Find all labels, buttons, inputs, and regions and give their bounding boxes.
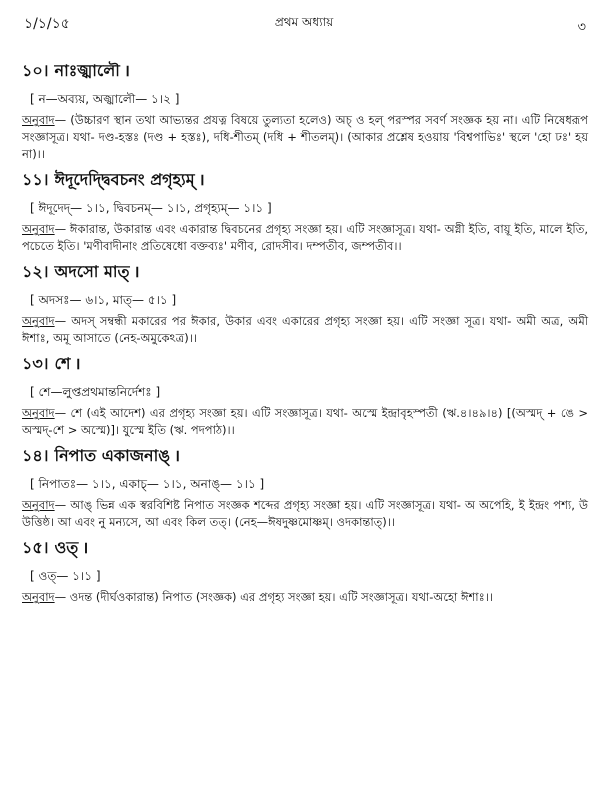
sutra-text: নিপাত একাজনাঙ্ xyxy=(54,446,170,465)
sutra-number: ১২। xyxy=(22,262,49,281)
sutra-end-mark: । xyxy=(173,446,181,465)
sutra-number: ১৩। xyxy=(22,354,49,373)
translation-text: — ওদন্ত (দীর্ঘওকারান্ত) নিপাত (সংজ্ঞক) এর প্রগৃহ্য সংজ্ঞা হয়। এটি সংজ্ঞাসূত্র। যথা-অহো ঈশাঃ।। xyxy=(54,590,493,604)
page-header xyxy=(0,12,608,36)
sutra-translation xyxy=(22,589,588,606)
sutra-gloss: [ শে—লুপ্তপ্রথমান্তনির্দেশঃ ] xyxy=(30,385,161,399)
page-reference: ১/১/১৫ xyxy=(24,16,70,32)
sutra-text: নাঃজ্ঝালৌ xyxy=(54,61,120,80)
sutra-translation xyxy=(22,112,588,163)
sutra-gloss: [ ন—অব্যয়, অজ্ঝালৌ— ১।২ ] xyxy=(30,92,180,106)
sutra-end-mark: । xyxy=(82,538,89,557)
sutra-text: ঈদূদেদ্দ্বিবচনং প্রগৃহ্যম্ xyxy=(54,170,195,189)
sutra-12 xyxy=(22,261,588,347)
sutra-title xyxy=(22,537,588,559)
sutra-11 xyxy=(22,169,588,255)
sutra-title xyxy=(22,169,588,191)
sutra-13 xyxy=(22,353,588,439)
sutra-14 xyxy=(22,445,588,531)
translation-label: অনুবাদ xyxy=(22,314,55,328)
page-number: ৩ xyxy=(577,20,586,35)
sutra-text: ওত্ xyxy=(54,538,79,557)
sutra-number: ১০। xyxy=(22,61,49,80)
sutra-title xyxy=(22,60,588,82)
chapter-title: প্রথম অধ্যায় xyxy=(274,15,334,29)
sutra-text: অদসো মাত্ xyxy=(54,262,130,281)
sutra-title xyxy=(22,353,588,375)
sutra-10 xyxy=(22,60,588,163)
translation-label: অনুবাদ xyxy=(22,222,55,236)
sutra-title xyxy=(22,445,588,467)
translation-text: — শে (এই আদেশ) এর প্রগৃহ্য সংজ্ঞা হয়। এটি সংজ্ঞাসূত্র। যথা- অস্মে ইন্দ্রাবৃহস্পতী (ঋ.৪।৪৯।৪) [(অস্মদ্ + ঙে > অস্মদ্-শে > অস্মে)]। যুস্মে ইতি (ঋ. পদপাঠ)।। xyxy=(22,406,588,437)
translation-label: অনুবাদ xyxy=(22,406,55,420)
sutra-translation xyxy=(22,221,588,255)
translation-text: — (উচ্চারণ স্থান তথা আভ্যন্তর প্রযত্ন বিষয়ে তুল্যতা হলেও) অচ্ ও হল্ পরস্পর সবর্ণ সংজ্ঞক হয় না। এটি নিষেধরূপ সংজ্ঞাসূত্র। যথা- দণ্ড-হস্তঃ (দণ্ড + হস্তঃ), দধি-শীতম্ (দধি + শীতলম্)। (আকার প্রশ্লেষ হওয়ায় 'বিশ্বপাভিঃ' স্থলে 'হো ঢঃ' হয় না)।। xyxy=(22,113,588,161)
sutra-text: শে xyxy=(54,354,71,373)
sutra-translation xyxy=(22,313,588,347)
translation-label: অনুবাদ xyxy=(22,590,55,604)
sutra-gloss: [ নিপাতঃ— ১।১, একাচ্— ১।১, অনাঙ্— ১।১ ] xyxy=(30,477,265,491)
sutra-end-mark: । xyxy=(133,262,140,281)
sutra-end-mark: । xyxy=(74,354,81,373)
translation-text: — অদস্ সম্বন্ধী মকারের পর ঈকার, উকার এবং একারের প্রগৃহ্য সংজ্ঞা হয়। এটি সংজ্ঞা সূত্র। যথা- অমী অত্র, অমী ঈশাঃ, অমূ আসাতে (নেহ-অমুকেঽত্র)।। xyxy=(22,314,588,345)
sutra-15 xyxy=(22,537,588,606)
sutra-number: ১১। xyxy=(22,170,49,189)
sutra-end-mark: । xyxy=(123,61,130,80)
sutra-gloss: [ অদসঃ— ৬।১, মাত্— ৫।১ ] xyxy=(30,293,177,307)
sutra-gloss: [ ঈদূদেদ্— ১।১, দ্বিবচনম্— ১।১, প্রগৃহ্যম্— ১।১ ] xyxy=(30,201,272,215)
translation-label: অনুবাদ xyxy=(22,113,55,127)
sutra-translation xyxy=(22,497,588,531)
sutra-number: ১৪। xyxy=(22,446,49,465)
sutra-gloss: [ ওত্— ১।১ ] xyxy=(30,569,101,583)
sutra-number: ১৫। xyxy=(22,538,49,557)
translation-label: অনুবাদ xyxy=(22,498,55,512)
sutra-translation xyxy=(22,405,588,439)
sutra-title xyxy=(22,261,588,283)
sutra-end-mark: । xyxy=(198,170,205,189)
translation-text: — ঈকারান্ত, উকারান্ত এবং একারান্ত দ্বিবচনের প্রগৃহ্য সংজ্ঞা হয়। এটি সংজ্ঞাসূত্র। যথা- অগ্নী ইতি, বায়ূ ইতি, মালে ইতি, পচেতে ইতি। 'মণীবাদীনাং প্রতিষেধো বক্তব্যঃ' মণীব, রোদসীব। দম্পতীব, জম্পতীব।। xyxy=(22,222,588,253)
translation-text: — আঙ্ ভিন্ন এক স্বরবিশিষ্ট নিপাত সংজ্ঞক শব্দের প্রগৃহ্য সংজ্ঞা হয়। এটি সংজ্ঞাসূত্র। যথা- অ অপেহি, ই ইন্দ্রং পশ্য, উ উত্তিষ্ঠ। আ এবং নু মন্যসে, আ এবং কিল তত্। (নেহ—ঈষদুষ্ণমোষ্ণম্। ওদকান্তাত্)।। xyxy=(22,498,588,529)
page-content xyxy=(22,60,588,612)
